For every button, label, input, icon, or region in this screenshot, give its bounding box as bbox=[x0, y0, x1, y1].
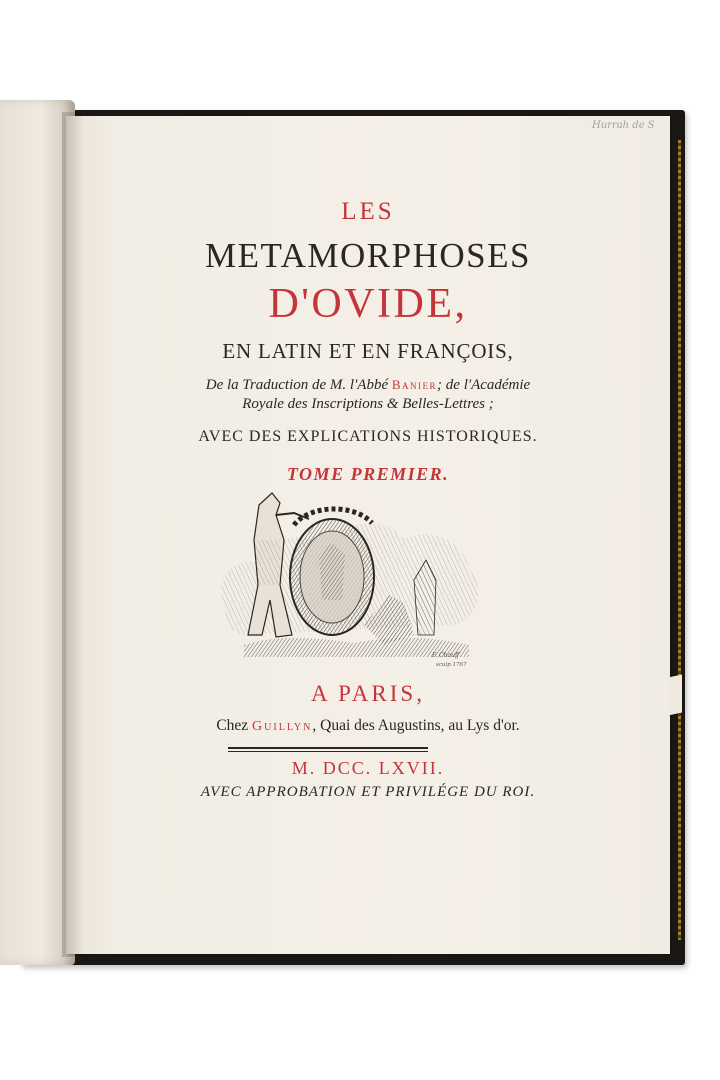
gilt-edge bbox=[678, 140, 681, 940]
publisher-text-1: Chez bbox=[216, 717, 249, 734]
engraved-vignette bbox=[214, 485, 486, 675]
handwritten-note: Hurrah de S bbox=[592, 120, 655, 131]
title-les: LES bbox=[341, 198, 395, 225]
medallion-figure bbox=[319, 543, 345, 600]
engraver-signature-1: F. Chauff bbox=[432, 652, 460, 659]
privilege-line: AVEC APPROBATION ET PRIVILÉGE DU ROI. bbox=[200, 784, 536, 800]
imprint-place: A PARIS, bbox=[311, 681, 425, 706]
publisher-text-2: , Quai des Augustins, au Lys d'or. bbox=[312, 717, 520, 734]
imprint-date: M. DCC. LXVII. bbox=[291, 758, 445, 778]
engraver-signature-2: sculp 1767 bbox=[436, 662, 467, 668]
publisher-name: Guillyn bbox=[252, 719, 313, 734]
figure-drapery bbox=[254, 540, 280, 585]
translation-credit bbox=[66, 375, 670, 414]
subtitle-latin: EN LATIN ET EN FRANÇOIS, bbox=[222, 339, 514, 363]
explications-line: AVEC DES EXPLICATIONS HISTORIQUES. bbox=[198, 428, 538, 445]
imprint-publisher bbox=[66, 717, 670, 735]
translation-text-1: De la Traduction de M. l'Abbé bbox=[205, 377, 389, 393]
title-metamorphoses: METAMORPHOSES bbox=[205, 236, 531, 275]
title-ovide: D'OVIDE, bbox=[268, 281, 468, 327]
page-tab bbox=[668, 675, 682, 716]
translation-text-2: ; de l'Académie bbox=[437, 377, 531, 393]
translator-name: Banier bbox=[391, 377, 438, 392]
volume-label: TOME PREMIER. bbox=[286, 464, 450, 484]
translation-text-3: Royale des Inscriptions & Belles-Lettres ; bbox=[242, 396, 494, 412]
double-rule bbox=[228, 747, 428, 752]
